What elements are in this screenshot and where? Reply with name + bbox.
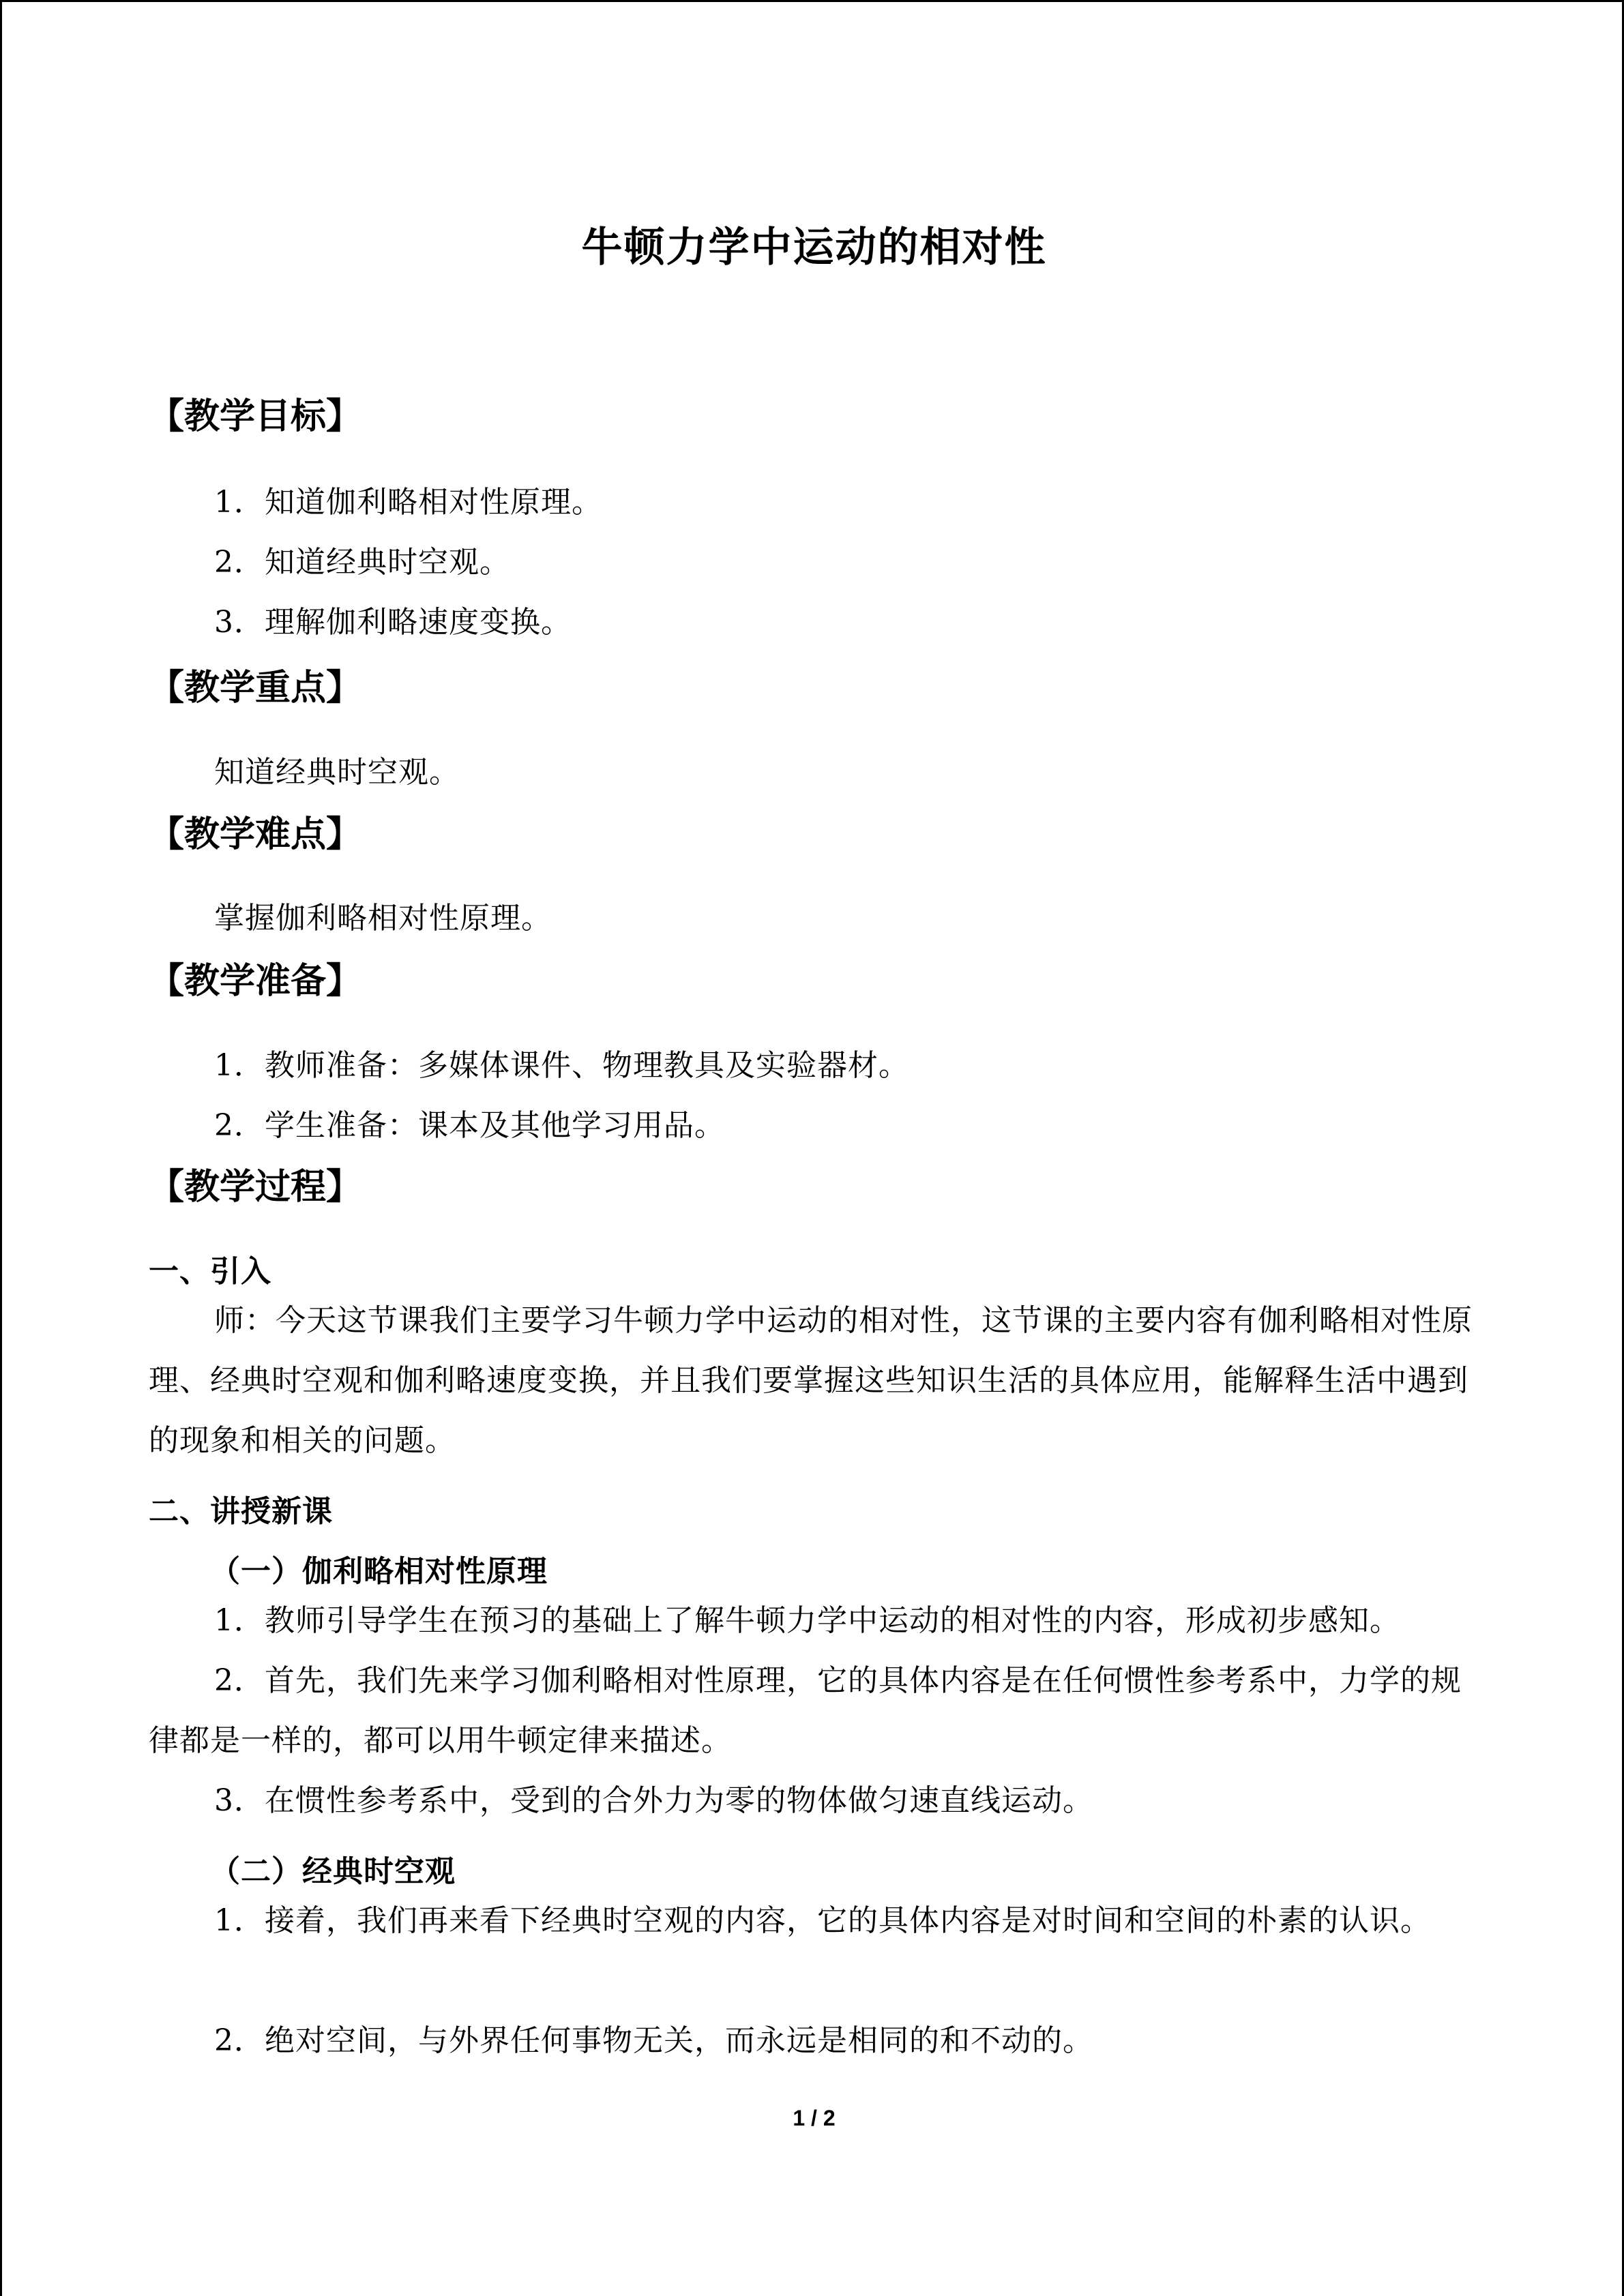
objective-item: 2．知道经典时空观。 [214,545,510,580]
part2-heading: （二）经典时空观 [210,1854,456,1889]
key-points-text: 知道经典时空观。 [214,755,460,790]
part1-item: 1．教师引导学生在预习的基础上了解牛顿力学中运动的相对性的内容，形成初步感知。 [214,1603,1400,1638]
section-heading-key-points: 【教学重点】 [149,668,362,709]
objective-item: 1．知道伽利略相对性原理。 [214,485,602,520]
part1-item: 2．首先，我们先来学习伽利略相对性原理，它的具体内容是在任何惯性参考系中，力学的规律都是一样的，都可以用牛顿定律来描述。 [149,1663,1462,1758]
section-heading-difficulties: 【教学难点】 [149,814,362,855]
section-heading-process: 【教学过程】 [149,1167,362,1208]
difficulties-text: 掌握伽利略相对性原理。 [214,901,552,936]
part2-item: 2．绝对空间，与外界任何事物无关，而永远是相同的和不动的。 [214,2023,1093,2058]
new-lesson-heading: 二、讲授新课 [149,1494,333,1529]
objective-item: 3．理解伽利略速度变换。 [214,605,572,640]
section-heading-objectives: 【教学目标】 [149,396,362,437]
document-title: 牛顿力学中运动的相对性 [581,224,1047,271]
intro-paragraph: 师：今天这节课我们主要学习牛顿力学中运动的相对性，这节课的主要内容有伽利略相对性原理、经典时空观和伽利略速度变换，并且我们要掌握这些知识生活的具体应用，能解释生活中遇到的现象和相关的问题。 [149,1303,1473,1458]
part2-item: 1．接着，我们再来看下经典时空观的内容，它的具体内容是对时间和空间的朴素的认识。 [214,1903,1431,1938]
section-heading-preparation: 【教学准备】 [149,961,362,1002]
part1-item: 3．在惯性参考系中，受到的合外力为零的物体做匀速直线运动。 [214,1783,1093,1818]
preparation-item: 2．学生准备：课本及其他学习用品。 [214,1108,725,1143]
page-number: 1 / 2 [793,2106,836,2130]
preparation-item: 1．教师准备：多媒体课件、物理教具及实验器材。 [214,1048,909,1083]
part1-heading: （一）伽利略相对性原理 [210,1554,548,1589]
intro-heading: 一、引入 [149,1254,271,1289]
